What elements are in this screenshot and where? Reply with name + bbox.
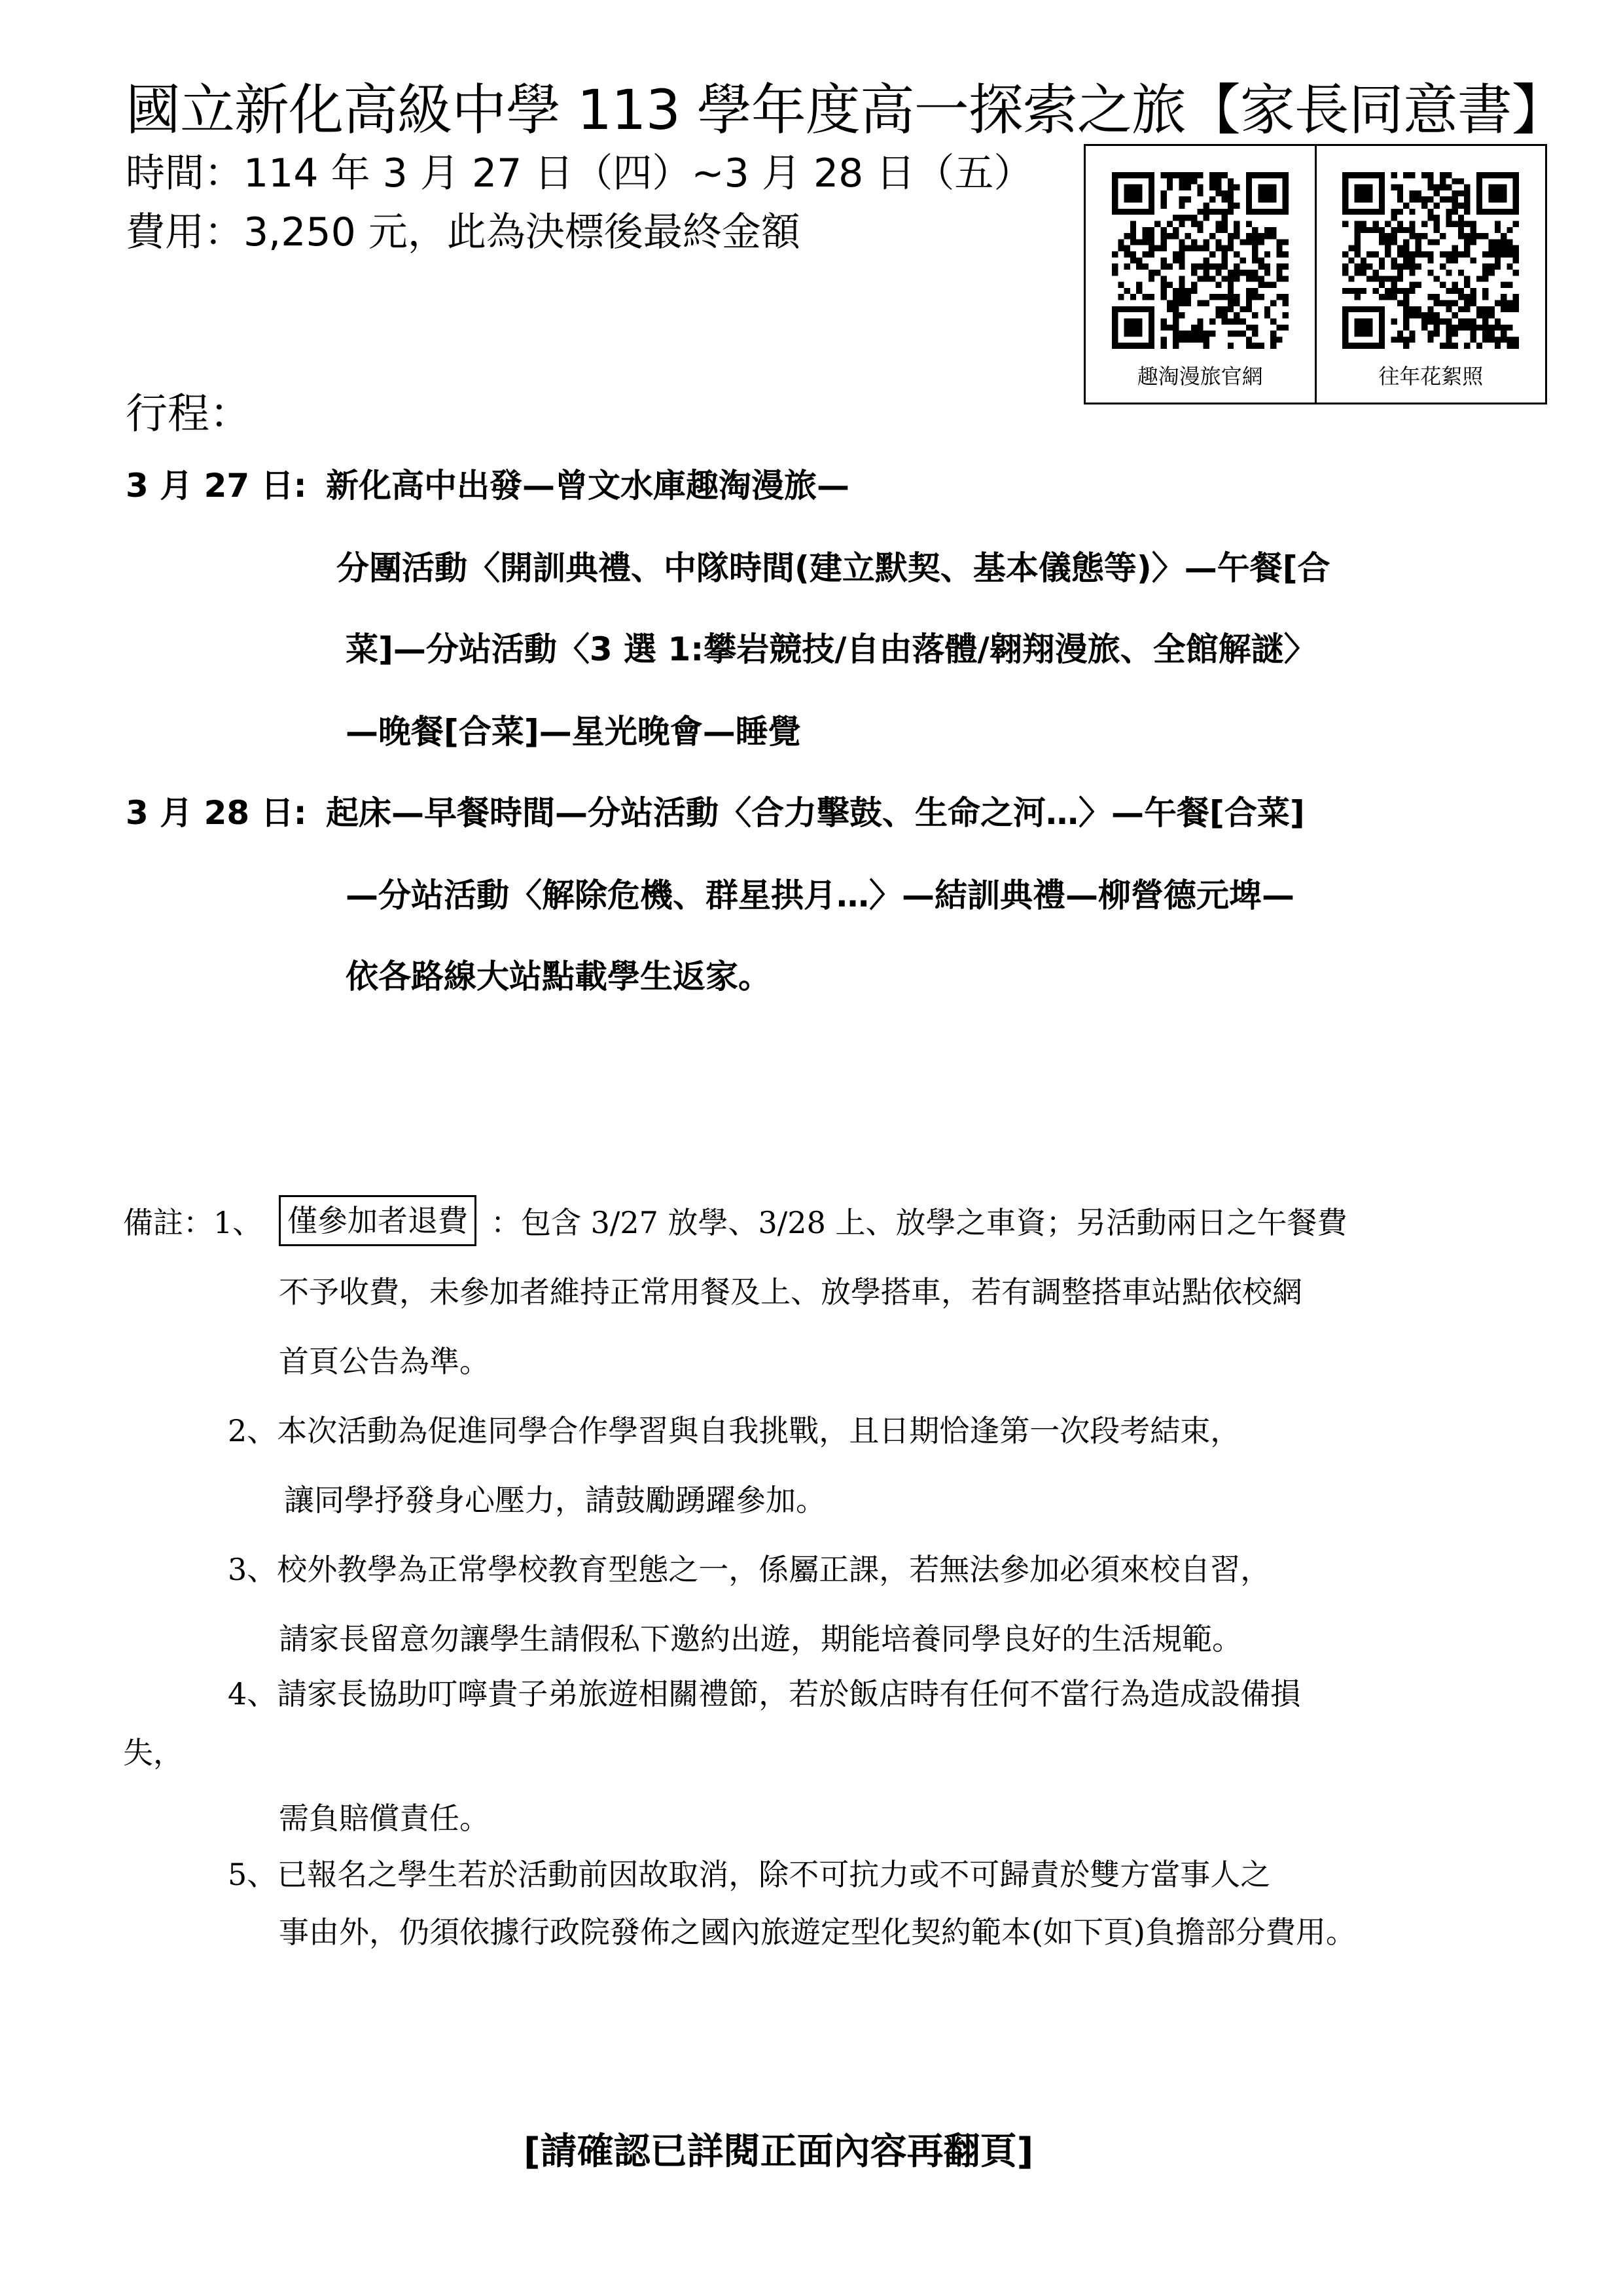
day2-line: —分站活動〈解除危機、群星拱月…〉—結訓典禮—柳營德元埤— — [346, 876, 1294, 914]
qr-caption-past-photos: 往年花絮照 — [1378, 364, 1484, 389]
note3-line: 請家長留意勿讓學生請假私下邀約出遊，期能培養同學良好的生活規範。 — [279, 1621, 1242, 1657]
qr-code-icon — [1342, 172, 1519, 349]
note1-line: 不予收費，未參加者維持正常用餐及上、放學搭車，若有調整搭車站點依校網 — [279, 1274, 1302, 1310]
event-fee: 費用：3,250 元，此為決標後最終金額 — [126, 209, 800, 255]
qr-past-photos — [1315, 146, 1546, 403]
day2-line: 依各路線大站點載學生返家。 — [346, 958, 771, 996]
footer-instruction: [請確認已詳閱正面內容再翻頁] — [524, 2130, 1034, 2173]
note4-line: 4、請家長協助叮嚀貴子弟旅遊相關禮節，若於飯店時有任何不當行為造成設備損 — [228, 1676, 1301, 1712]
day1-line: 新化高中出發—曾文水庫趣淘漫旅— — [326, 467, 849, 505]
note4-line: 失， — [123, 1735, 183, 1770]
qr-code-icon — [1112, 172, 1289, 349]
qr-caption-official-site: 趣淘漫旅官網 — [1137, 364, 1263, 389]
note4-line: 需負賠償責任。 — [279, 1801, 490, 1836]
note2-line: 讓同學抒發身心壓力，請鼓勵踴躍參加。 — [284, 1482, 826, 1518]
day2-line: 起床—早餐時間—分站活動〈合力擊鼓、生命之河…〉—午餐[合菜] — [326, 794, 1305, 832]
note2-line: 2、本次活動為促進同學合作學習與自我挑戰，且日期恰逢第一次段考結束， — [228, 1413, 1241, 1448]
qr-code-box — [1084, 144, 1547, 404]
day1-line: —晚餐[合菜]—星光晚會—睡覺 — [346, 713, 801, 751]
note5-line: 5、已報名之學生若於活動前因故取消，除不可抗力或不可歸責於雙方當事人之 — [228, 1857, 1271, 1892]
day1-line: 菜]—分站活動〈3 選 1:攀岩競技/自由落體/翱翔漫旅、全館解謎〉 — [346, 630, 1317, 668]
event-time: 時間：114 年 3 月 27 日（四）~3 月 28 日（五） — [126, 151, 1033, 196]
note1-text: ：包含 3/27 放學、3/28 上、放學之車資；另活動兩日之午餐費 — [491, 1205, 1347, 1240]
note3-line: 3、校外教學為正常學校教育型態之一，係屬正課，若無法參加必須來校自習， — [228, 1552, 1271, 1587]
note1-line: 首頁公告為準。 — [279, 1344, 490, 1379]
itinerary-label: 行程： — [126, 390, 251, 439]
note5-line: 事由外，仍須依據行政院發佈之國內旅遊定型化契約範本(如下頁)負擔部分費用。 — [279, 1914, 1356, 1950]
notes-prefix: 備註：1、 — [123, 1205, 263, 1240]
day1-label: 3 月 27 日: — [126, 467, 307, 505]
day2-label: 3 月 28 日: — [126, 794, 307, 832]
document-title: 國立新化高級中學 113 學年度高一探索之旅【家長同意書】 — [126, 78, 1566, 142]
day1-line: 分團活動〈開訓典禮、中隊時間(建立默契、基本儀態等)〉—午餐[合 — [336, 549, 1330, 587]
note1-boxed-text: 僅參加者退費 — [279, 1195, 476, 1246]
qr-official-site — [1086, 146, 1315, 403]
